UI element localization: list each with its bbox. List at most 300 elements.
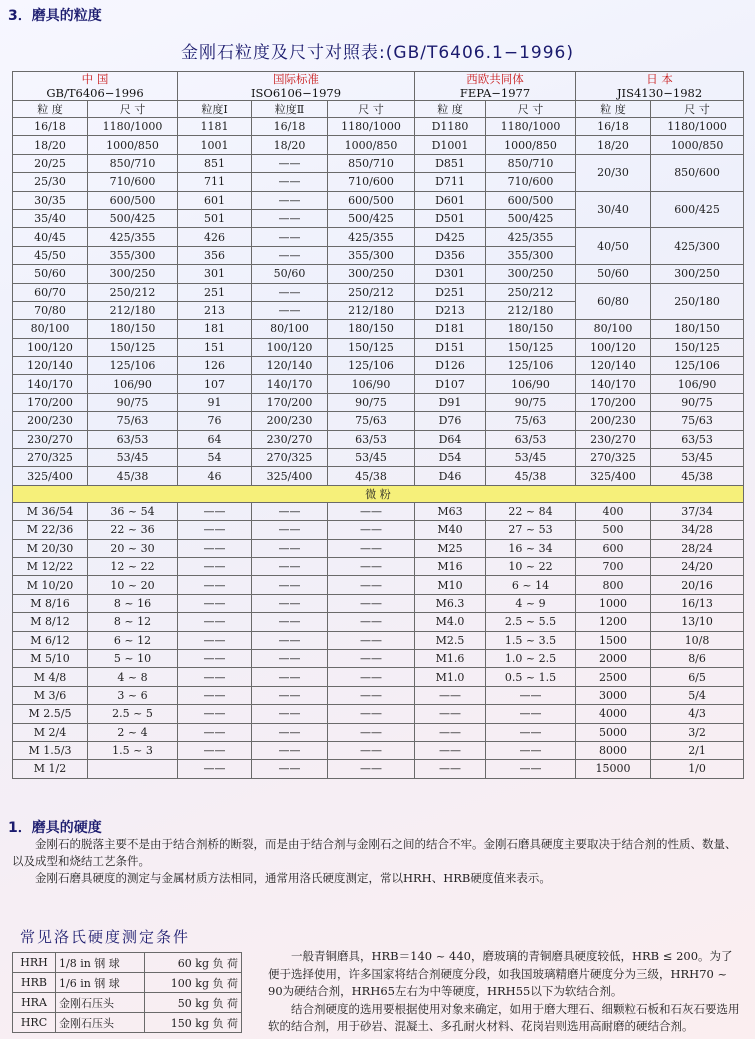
- fine-powder-cell: 1500: [576, 631, 651, 649]
- fine-powder-cell: 2500: [576, 668, 651, 686]
- fine-powder-cell: M 36/54: [13, 502, 88, 520]
- grit-cell: 63/53: [651, 430, 744, 448]
- fine-powder-cell: 1.0 ~ 2.5: [486, 649, 576, 667]
- description-paragraph: 结合剂硬度的选用要根据使用对象来确定，如用于磨大理石、细颗粒石板和石灰石要选用软的结合剂，用于砂岩、混凝土、多孔耐火材料、花岗岩则选用高耐磨的硬结合剂。: [268, 1001, 740, 1033]
- indenter-cell: 1/6 in 钢 球: [56, 973, 145, 993]
- fine-powder-cell: 16 ~ 34: [486, 539, 576, 557]
- fine-powder-row: [13, 668, 744, 686]
- fine-powder-cell: M 12/22: [13, 557, 88, 575]
- fine-powder-cell: M40: [415, 521, 486, 539]
- fine-powder-cell: ——: [252, 613, 328, 631]
- scale-cell: HRA: [13, 993, 56, 1013]
- grit-cell: 25/30: [13, 173, 88, 191]
- grit-row: [13, 393, 744, 411]
- grit-cell: 501: [178, 209, 252, 227]
- column-subheader: 粒 度: [13, 101, 88, 118]
- load-cell: 100 kg 负 荷: [145, 973, 242, 993]
- fine-powder-cell: 36 ~ 54: [88, 502, 178, 520]
- scale-cell: HRC: [13, 1013, 56, 1033]
- grit-cell: D91: [415, 393, 486, 411]
- scale-cell: HRB: [13, 973, 56, 993]
- grit-cell: 120/140: [13, 357, 88, 375]
- fine-powder-cell: [88, 760, 178, 778]
- grit-cell: 600/500: [328, 191, 415, 209]
- fine-powder-cell: 15000: [576, 760, 651, 778]
- grit-cell: 200/230: [576, 412, 651, 430]
- grit-cell: 710/600: [88, 173, 178, 191]
- fine-powder-cell: ——: [328, 668, 415, 686]
- grit-cell: 300/250: [486, 265, 576, 283]
- grit-cell: 180/150: [651, 320, 744, 338]
- fine-powder-cell: 4 ~ 8: [88, 668, 178, 686]
- grit-cell: 170/200: [252, 393, 328, 411]
- fine-powder-cell: ——: [252, 668, 328, 686]
- grit-cell: 90/75: [88, 393, 178, 411]
- grit-cell: 46: [178, 467, 252, 485]
- grit-cell: D126: [415, 357, 486, 375]
- fine-powder-cell: M63: [415, 502, 486, 520]
- fine-powder-cell: ——: [486, 741, 576, 759]
- fine-powder-row: [13, 576, 744, 594]
- grit-cell: 200/230: [252, 412, 328, 430]
- grit-row: [13, 283, 744, 301]
- fine-powder-cell: ——: [178, 594, 252, 612]
- section-title-grit: 3．磨具的粒度: [8, 8, 102, 24]
- fine-powder-cell: ——: [252, 705, 328, 723]
- fine-powder-cell: 2000: [576, 649, 651, 667]
- fine-powder-cell: M 3/6: [13, 686, 88, 704]
- fine-powder-cell: ——: [328, 649, 415, 667]
- grit-cell: 500/425: [328, 209, 415, 227]
- fine-powder-cell: 3000: [576, 686, 651, 704]
- grit-cell: 76: [178, 412, 252, 430]
- intro-text: [12, 836, 742, 887]
- fine-powder-cell: M 8/16: [13, 594, 88, 612]
- grit-cell: 270/325: [13, 449, 88, 467]
- fine-powder-cell: ——: [178, 649, 252, 667]
- grit-cell: 1180/1000: [486, 118, 576, 136]
- grit-cell: 150/125: [328, 338, 415, 356]
- grit-cell: ——: [252, 301, 328, 319]
- standard-header-fepa: [415, 72, 576, 101]
- grit-cell: ——: [252, 283, 328, 301]
- grit-cell: 75/63: [486, 412, 576, 430]
- fine-powder-cell: M 10/20: [13, 576, 88, 594]
- grit-cell: D107: [415, 375, 486, 393]
- fine-powder-cell: ——: [178, 741, 252, 759]
- fine-powder-cell: 6/5: [651, 668, 744, 686]
- grit-cell: 250/212: [328, 283, 415, 301]
- grit-cell: 170/200: [576, 393, 651, 411]
- grit-cell: D213: [415, 301, 486, 319]
- grit-cell: 140/170: [576, 375, 651, 393]
- column-subheader: 粒 度: [576, 101, 651, 118]
- grit-row: [13, 136, 744, 154]
- grit-cell: D851: [415, 154, 486, 172]
- grit-cell: D356: [415, 246, 486, 264]
- grit-cell: D181: [415, 320, 486, 338]
- fine-powder-row: [13, 613, 744, 631]
- grit-cell: 18/20: [252, 136, 328, 154]
- grit-cell: 125/106: [651, 357, 744, 375]
- intro-paragraph: 金刚石磨具硬度的测定与金属材质方法相同，通常用洛氏硬度测定，常以HRH、HRB硬度值来表示。: [35, 871, 551, 885]
- fine-powder-cell: ——: [328, 686, 415, 704]
- fine-powder-row: [13, 539, 744, 557]
- fine-powder-cell: 400: [576, 502, 651, 520]
- fine-powder-row: [13, 760, 744, 778]
- fine-powder-cell: 3 ~ 6: [88, 686, 178, 704]
- grit-cell: 40/50: [576, 228, 651, 265]
- fine-powder-cell: ——: [252, 539, 328, 557]
- grit-cell: 80/100: [576, 320, 651, 338]
- grit-cell: 1000/850: [651, 136, 744, 154]
- fine-powder-cell: ——: [252, 760, 328, 778]
- grit-cell: 500/425: [486, 209, 576, 227]
- conditions-row: [13, 1013, 242, 1033]
- grit-cell: 20/25: [13, 154, 88, 172]
- grit-cell: 54: [178, 449, 252, 467]
- grit-cell: 300/250: [651, 265, 744, 283]
- fine-powder-cell: ——: [328, 705, 415, 723]
- indenter-cell: 金刚石压头: [56, 993, 145, 1013]
- column-subheader: 尺 寸: [486, 101, 576, 118]
- fine-powder-row: [13, 723, 744, 741]
- fine-powder-cell: ——: [252, 594, 328, 612]
- fine-powder-cell: M 4/8: [13, 668, 88, 686]
- fine-powder-row: [13, 594, 744, 612]
- fine-powder-cell: 500: [576, 521, 651, 539]
- grit-cell: 60/70: [13, 283, 88, 301]
- fine-powder-cell: ——: [252, 557, 328, 575]
- grit-cell: 270/325: [252, 449, 328, 467]
- fine-powder-cell: ——: [328, 631, 415, 649]
- standard-name: 日 本: [646, 72, 673, 86]
- grit-cell: 63/53: [88, 430, 178, 448]
- grit-cell: 106/90: [486, 375, 576, 393]
- grit-cell: 711: [178, 173, 252, 191]
- fine-powder-cell: ——: [328, 760, 415, 778]
- fine-powder-cell: M1.0: [415, 668, 486, 686]
- grit-cell: 45/38: [328, 467, 415, 485]
- fine-powder-cell: 24/20: [651, 557, 744, 575]
- grit-cell: 150/125: [651, 338, 744, 356]
- grit-cell: 301: [178, 265, 252, 283]
- fine-powder-cell: M 20/30: [13, 539, 88, 557]
- grit-cell: 120/140: [576, 357, 651, 375]
- grit-cell: 300/250: [88, 265, 178, 283]
- grit-cell: 45/38: [651, 467, 744, 485]
- grit-row: [13, 449, 744, 467]
- fine-powder-cell: ——: [252, 631, 328, 649]
- grit-cell: 75/63: [651, 412, 744, 430]
- fine-powder-cell: ——: [415, 741, 486, 759]
- grit-cell: 850/710: [88, 154, 178, 172]
- grit-cell: 710/600: [486, 173, 576, 191]
- grit-cell: 53/45: [486, 449, 576, 467]
- fine-powder-cell: ——: [178, 613, 252, 631]
- fine-powder-cell: ——: [178, 576, 252, 594]
- load-cell: 60 kg 负 荷: [145, 953, 242, 973]
- grit-cell: 30/35: [13, 191, 88, 209]
- fine-powder-row: [13, 686, 744, 704]
- grit-cell: 425/300: [651, 228, 744, 265]
- grit-cell: 35/40: [13, 209, 88, 227]
- fine-powder-cell: ——: [252, 741, 328, 759]
- grit-cell: 250/212: [486, 283, 576, 301]
- grit-cell: 180/150: [88, 320, 178, 338]
- grit-cell: 850/710: [328, 154, 415, 172]
- fine-powder-cell: 5 ~ 10: [88, 649, 178, 667]
- fine-powder-cell: 1.5 ~ 3: [88, 741, 178, 759]
- grit-row: [13, 228, 744, 246]
- fine-powder-cell: 5/4: [651, 686, 744, 704]
- grit-cell: ——: [252, 191, 328, 209]
- fine-powder-cell: ——: [252, 576, 328, 594]
- fine-powder-cell: 4/3: [651, 705, 744, 723]
- grit-row: [13, 430, 744, 448]
- grit-cell: 18/20: [13, 136, 88, 154]
- fine-powder-cell: 37/34: [651, 502, 744, 520]
- fine-powder-cell: ——: [178, 705, 252, 723]
- table-title: 金刚石粒度及尺寸对照表:(GB/T6406.1−1996): [181, 43, 574, 63]
- grit-row: [13, 357, 744, 375]
- fine-powder-cell: ——: [415, 705, 486, 723]
- fine-powder-cell: M 1/2: [13, 760, 88, 778]
- grit-cell: 270/325: [576, 449, 651, 467]
- grit-cell: 425/355: [88, 228, 178, 246]
- fine-powder-cell: 27 ~ 53: [486, 521, 576, 539]
- fine-powder-cell: ——: [178, 502, 252, 520]
- fine-powder-cell: 5000: [576, 723, 651, 741]
- column-subheader-row: [13, 101, 744, 118]
- grit-cell: 1180/1000: [88, 118, 178, 136]
- fine-powder-row: [13, 557, 744, 575]
- indenter-cell: 金刚石压头: [56, 1013, 145, 1033]
- fine-powder-cell: ——: [486, 723, 576, 741]
- hardness-description: [268, 948, 744, 1036]
- grit-cell: 63/53: [486, 430, 576, 448]
- fine-powder-cell: 1200: [576, 613, 651, 631]
- fine-powder-row: [13, 502, 744, 520]
- fine-powder-cell: ——: [328, 539, 415, 557]
- grit-cell: 213: [178, 301, 252, 319]
- grit-row: [13, 467, 744, 485]
- fine-powder-cell: 22 ~ 36: [88, 521, 178, 539]
- grit-cell: 181: [178, 320, 252, 338]
- fine-powder-cell: 10/8: [651, 631, 744, 649]
- grit-cell: 91: [178, 393, 252, 411]
- grit-size-table: [12, 71, 744, 779]
- grit-cell: 50/60: [252, 265, 328, 283]
- grit-cell: 1180/1000: [328, 118, 415, 136]
- grit-cell: 425/355: [486, 228, 576, 246]
- grit-cell: 1001: [178, 136, 252, 154]
- grit-cell: 50/60: [576, 265, 651, 283]
- fine-powder-cell: M 2/4: [13, 723, 88, 741]
- fine-powder-cell: ——: [328, 502, 415, 520]
- grit-cell: 16/18: [252, 118, 328, 136]
- fine-powder-cell: ——: [178, 631, 252, 649]
- grit-cell: 100/120: [252, 338, 328, 356]
- column-subheader: 粒度Ⅰ: [178, 101, 252, 118]
- grit-cell: 600/500: [486, 191, 576, 209]
- fine-powder-cell: M2.5: [415, 631, 486, 649]
- fine-powder-cell: M6.3: [415, 594, 486, 612]
- grit-cell: ——: [252, 173, 328, 191]
- grit-cell: 120/140: [252, 357, 328, 375]
- fine-powder-cell: ——: [328, 613, 415, 631]
- grit-cell: 45/38: [88, 467, 178, 485]
- fine-powder-cell: 700: [576, 557, 651, 575]
- column-subheader: 粒度Ⅱ: [252, 101, 328, 118]
- fine-powder-cell: ——: [486, 686, 576, 704]
- fine-powder-cell: 0.5 ~ 1.5: [486, 668, 576, 686]
- fine-powder-separator: [13, 485, 744, 502]
- grit-cell: 355/300: [328, 246, 415, 264]
- fine-powder-cell: ——: [178, 539, 252, 557]
- fine-powder-cell: 6 ~ 14: [486, 576, 576, 594]
- fine-powder-cell: M 6/12: [13, 631, 88, 649]
- grit-cell: 45/50: [13, 246, 88, 264]
- grit-cell: 80/100: [13, 320, 88, 338]
- grit-cell: 710/600: [328, 173, 415, 191]
- conditions-row: [13, 973, 242, 993]
- fine-powder-cell: 600: [576, 539, 651, 557]
- fine-powder-cell: ——: [252, 502, 328, 520]
- fine-powder-cell: ——: [328, 723, 415, 741]
- grit-cell: 850/710: [486, 154, 576, 172]
- grit-cell: 325/400: [576, 467, 651, 485]
- grit-cell: 90/75: [651, 393, 744, 411]
- grit-cell: 70/80: [13, 301, 88, 319]
- fine-powder-cell: 8000: [576, 741, 651, 759]
- grit-cell: D54: [415, 449, 486, 467]
- grit-cell: ——: [252, 246, 328, 264]
- standard-name: 西欧共同体: [466, 72, 524, 86]
- fine-powder-cell: 22 ~ 84: [486, 502, 576, 520]
- fine-powder-cell: ——: [178, 521, 252, 539]
- grit-cell: 325/400: [252, 467, 328, 485]
- fine-powder-cell: ——: [328, 521, 415, 539]
- grit-cell: 500/425: [88, 209, 178, 227]
- fine-powder-cell: 1000: [576, 594, 651, 612]
- fine-powder-cell: M10: [415, 576, 486, 594]
- grit-cell: D251: [415, 283, 486, 301]
- grit-cell: D76: [415, 412, 486, 430]
- grit-cell: 300/250: [328, 265, 415, 283]
- column-subheader: 尺 寸: [651, 101, 744, 118]
- grit-cell: 180/150: [328, 320, 415, 338]
- fine-powder-cell: ——: [252, 649, 328, 667]
- fine-powder-cell: ——: [178, 557, 252, 575]
- grit-row: [13, 191, 744, 209]
- grit-cell: 601: [178, 191, 252, 209]
- fine-powder-cell: 13/10: [651, 613, 744, 631]
- fine-powder-cell: ——: [328, 576, 415, 594]
- grit-row: [13, 412, 744, 430]
- load-cell: 50 kg 负 荷: [145, 993, 242, 1013]
- grit-cell: 90/75: [486, 393, 576, 411]
- fine-powder-cell: M25: [415, 539, 486, 557]
- grit-cell: 90/75: [328, 393, 415, 411]
- fine-powder-cell: 4000: [576, 705, 651, 723]
- grit-cell: 53/45: [651, 449, 744, 467]
- grit-cell: 106/90: [328, 375, 415, 393]
- grit-cell: 125/106: [328, 357, 415, 375]
- fine-powder-cell: ——: [328, 594, 415, 612]
- grit-cell: 600/500: [88, 191, 178, 209]
- fine-powder-cell: ——: [415, 723, 486, 741]
- fine-powder-cell: 10 ~ 20: [88, 576, 178, 594]
- fine-powder-cell: ——: [328, 741, 415, 759]
- grit-cell: 170/200: [13, 393, 88, 411]
- grit-cell: 60/80: [576, 283, 651, 320]
- standard-header-jis: [576, 72, 744, 101]
- grid-body: [13, 118, 744, 779]
- fine-powder-cell: M 1.5/3: [13, 741, 88, 759]
- fine-powder-cell: 3/2: [651, 723, 744, 741]
- conditions-title: 常见洛氏硬度测定条件: [20, 928, 191, 946]
- grit-cell: D425: [415, 228, 486, 246]
- fine-powder-cell: M 22/36: [13, 521, 88, 539]
- grit-cell: 126: [178, 357, 252, 375]
- scale-cell: HRH: [13, 953, 56, 973]
- grit-cell: 355/300: [88, 246, 178, 264]
- conditions-row: [13, 993, 242, 1013]
- grit-cell: 80/100: [252, 320, 328, 338]
- fine-powder-cell: ——: [415, 760, 486, 778]
- fine-powder-cell: 6 ~ 12: [88, 631, 178, 649]
- grit-cell: 20/30: [576, 154, 651, 191]
- indenter-cell: 1/8 in 钢 球: [56, 953, 145, 973]
- grit-cell: 1000/850: [486, 136, 576, 154]
- fine-powder-cell: ——: [486, 760, 576, 778]
- standard-code: FEPA−1977: [459, 86, 531, 100]
- grit-cell: 106/90: [651, 375, 744, 393]
- grit-cell: 425/355: [328, 228, 415, 246]
- grit-cell: 107: [178, 375, 252, 393]
- description-paragraph: 一般青铜磨具，HRB＝140 ~ 440，磨玻璃的青铜磨具硬度较低，HRB ≤ 200。为了便于选择使用，许多国家将结合剂硬度分段，如我国玻璃精磨片硬度分为三级，HRH70 ~ 90为硬结合剂，HRH65左右为中等硬度，HRH55以下为软结合剂。: [268, 949, 733, 998]
- grit-cell: D711: [415, 173, 486, 191]
- fine-powder-cell: 2.5 ~ 5: [88, 705, 178, 723]
- fine-powder-cell: ——: [415, 686, 486, 704]
- fine-powder-row: [13, 649, 744, 667]
- grit-cell: 53/45: [88, 449, 178, 467]
- grit-cell: 230/270: [13, 430, 88, 448]
- grit-cell: D1180: [415, 118, 486, 136]
- fine-powder-cell: 20/16: [651, 576, 744, 594]
- fine-powder-cell: 12 ~ 22: [88, 557, 178, 575]
- grit-cell: 18/20: [576, 136, 651, 154]
- fine-powder-cell: 20 ~ 30: [88, 539, 178, 557]
- grit-cell: 140/170: [252, 375, 328, 393]
- fine-powder-cell: ——: [252, 521, 328, 539]
- standard-name: 中 国: [81, 72, 109, 86]
- column-subheader: 尺 寸: [328, 101, 415, 118]
- fine-powder-row: [13, 741, 744, 759]
- grit-cell: 850/600: [651, 154, 744, 191]
- grit-cell: 45/38: [486, 467, 576, 485]
- grit-cell: ——: [252, 228, 328, 246]
- grit-cell: 40/45: [13, 228, 88, 246]
- grit-cell: 251: [178, 283, 252, 301]
- fine-powder-cell: 2 ~ 4: [88, 723, 178, 741]
- fine-powder-cell: ——: [486, 705, 576, 723]
- grit-cell: ——: [252, 209, 328, 227]
- intro-paragraph: 金刚石的脱落主要不是由于结合剂桥的断裂，而是由于结合剂与金刚石之间的结合不牢。金刚石磨具硬度主要取决于结合剂的性质、数量、以及成型和烧结工艺条件。: [12, 837, 737, 868]
- grit-cell: ——: [252, 154, 328, 172]
- fine-powder-cell: ——: [178, 668, 252, 686]
